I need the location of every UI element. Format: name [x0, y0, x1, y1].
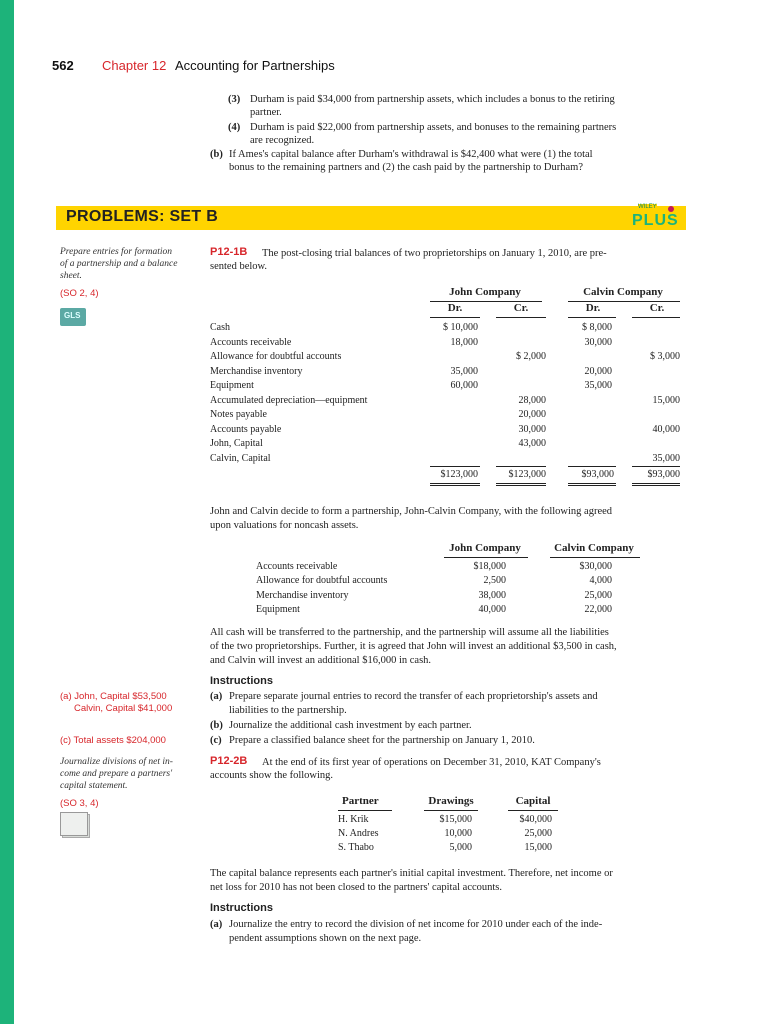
column-group-header: John Company: [449, 286, 521, 298]
paragraph-line: upon valuations for noncash assets.: [210, 520, 359, 531]
general-ledger-icon: [60, 308, 86, 326]
column-header: Dr.: [585, 302, 601, 314]
column-header: Dr.: [447, 302, 463, 314]
column-header: Capital: [515, 795, 551, 807]
double-rule: [496, 483, 546, 486]
row-label: Accumulated depreciation—equipment: [210, 394, 368, 406]
row-label: Accounts payable: [210, 423, 282, 435]
item-number: (b): [210, 149, 223, 160]
table-cell: 30,000: [518, 423, 546, 435]
row-label: Cash: [210, 322, 230, 333]
item-text: Durham is paid $22,000 from partnership assets, and bonuses to the remaining partners: [250, 122, 617, 133]
item-number: (4): [228, 122, 241, 133]
table-cell: $30,000: [579, 561, 612, 572]
paragraph-line: John and Calvin decide to form a partnership, John-Calvin Company, with the following agreed: [210, 506, 613, 517]
rule: [632, 466, 680, 467]
table-cell: $ 3,000: [650, 351, 680, 362]
answer-c: (c) Total assets $204,000: [60, 735, 166, 746]
double-rule: [430, 483, 480, 486]
table-cell: $15,000: [439, 814, 472, 825]
chapter-label: Chapter 12: [102, 58, 167, 73]
item-number: (3): [228, 94, 241, 105]
table-cell: 40,000: [478, 603, 506, 615]
rule: [444, 557, 528, 558]
margin-note-line: Journalize divisions of net in-: [60, 757, 173, 767]
paragraph-line: of the two proprietorships. Further, it is agreed that John will invest an additional $3,500 in cash,: [210, 641, 617, 652]
general-ledger-icon-label: GLS: [64, 311, 81, 320]
column-group-header: Calvin Company: [583, 286, 663, 298]
chapter-title: Accounting for Partnerships: [175, 58, 335, 73]
table-cell: 38,000: [478, 589, 506, 601]
instruction-text: Prepare a classified balance sheet for the partnership on January 1, 2010.: [229, 735, 535, 746]
item-text: partner.: [250, 107, 282, 118]
paragraph-line: and Calvin will invest an additional $16,000 in cash.: [210, 655, 432, 666]
table-cell: 4,000: [589, 575, 612, 587]
paragraph-line: The capital balance represents each partner's initial capital investment. Therefore, net income or: [210, 868, 613, 879]
paragraph: [210, 626, 617, 668]
instruction-text: Prepare separate journal entries to record the transfer of each proprietorship's assets and: [229, 691, 598, 702]
spreadsheet-icon-front: [60, 812, 88, 836]
table-cell: 20,000: [518, 409, 546, 420]
table-cell: 10,000: [444, 828, 472, 839]
table-cell: $18,000: [473, 561, 506, 572]
table-cell: 20,000: [584, 365, 612, 377]
table-cell: $ 10,000: [443, 322, 478, 333]
table-cell: 40,000: [652, 423, 680, 435]
logo-dot-icon: [668, 206, 674, 212]
instruction-letter: (a): [210, 691, 223, 702]
table-cell: 43,000: [518, 438, 546, 449]
rule: [424, 810, 478, 811]
rule: [550, 557, 640, 558]
rule: [430, 317, 480, 318]
rule: [632, 317, 680, 318]
paragraph-line: All cash will be transferred to the partnership, and the partnership will assume all the liabilities: [210, 627, 609, 638]
table-cell: 35,000: [450, 365, 478, 377]
row-label: Accounts receivable: [210, 336, 292, 348]
table-cell: 15,000: [524, 842, 552, 853]
rule: [496, 317, 546, 318]
instruction-letter: (b): [210, 720, 223, 731]
logo-top-text: WILEY: [638, 204, 657, 210]
row-label: Accounts receivable: [256, 561, 338, 572]
row-label: N. Andres: [338, 828, 379, 839]
row-label: Calvin, Capital: [210, 452, 271, 464]
table-cell: 25,000: [584, 589, 612, 601]
table-cell: $40,000: [519, 814, 552, 825]
row-label: Equipment: [210, 380, 254, 391]
row-label: Merchandise inventory: [256, 589, 349, 601]
instruction-text: Journalize the entry to record the division of net income for 2010 under each of the inde-: [229, 919, 603, 930]
rule: [568, 466, 616, 467]
table-cell: 30,000: [584, 336, 612, 348]
margin-note-line: come and prepare a partners': [60, 769, 173, 779]
table-cell: 28,000: [518, 394, 546, 406]
problem-intro: The post-closing trial balances of two proprietorships on January 1, 2010, are pre-: [262, 248, 607, 259]
column-header: Drawings: [428, 795, 474, 807]
table-cell: 60,000: [450, 380, 478, 391]
table-cell: 18,000: [450, 336, 478, 348]
column-header: Calvin Company: [554, 542, 634, 554]
table-cell: 15,000: [652, 394, 680, 406]
problem-number: P12-2B: [210, 755, 248, 767]
paragraph: [210, 505, 612, 533]
total-cell: $93,000: [581, 469, 614, 480]
study-objective-1: (SO 2, 4): [60, 288, 99, 299]
instruction-letter: (c): [210, 735, 222, 746]
item-text: Durham is paid $34,000 from partnership assets, which includes a bonus to the retiring: [250, 94, 615, 105]
rule: [338, 810, 392, 811]
margin-note-line: Prepare entries for formation: [60, 247, 172, 257]
item-text: are recognized.: [250, 135, 315, 146]
row-label: Allowance for doubtful accounts: [210, 351, 342, 362]
table-cell: 2,500: [483, 575, 506, 587]
table-cell: 35,000: [652, 452, 680, 464]
answer-line: (a) John, Capital $53,500: [60, 691, 167, 702]
answer-a: [60, 691, 172, 715]
table-cell: 5,000: [449, 842, 472, 853]
rule: [508, 810, 558, 811]
problem-intro: accounts show the following.: [210, 770, 334, 781]
margin-note-2: [60, 756, 173, 792]
page-number: 562: [52, 58, 74, 73]
problem-intro: sented below.: [210, 261, 268, 272]
row-label: Notes payable: [210, 409, 267, 420]
answer-line: Calvin, Capital $41,000: [74, 703, 173, 714]
row-label: H. Krik: [338, 814, 369, 825]
margin-note-line: of a partnership and a balance: [60, 259, 178, 269]
spreadsheet-icon: [60, 812, 90, 838]
table-cell: 22,000: [584, 603, 612, 615]
table-cell: $ 2,000: [516, 351, 546, 362]
double-rule: [568, 483, 616, 486]
section-title: PROBLEMS: SET B: [66, 208, 219, 225]
problem-number: P12-1B: [210, 246, 248, 258]
column-header: Cr.: [649, 302, 665, 314]
rule: [496, 466, 546, 467]
row-label: Equipment: [256, 603, 300, 615]
margin-note-line: capital statement.: [60, 781, 128, 791]
table-cell: 25,000: [524, 828, 552, 839]
instructions-heading: Instructions: [210, 675, 273, 687]
problem-intro: At the end of its first year of operations on December 31, 2010, KAT Company's: [262, 757, 601, 768]
row-label: Allowance for doubtful accounts: [256, 575, 388, 587]
item-text: bonus to the remaining partners and (2) the cash paid by the partnership to Durham?: [229, 162, 583, 173]
logo-word: PLUS: [632, 212, 679, 229]
study-objective-2: (SO 3, 4): [60, 798, 99, 809]
double-rule: [632, 483, 680, 486]
row-label: Merchandise inventory: [210, 365, 303, 377]
column-header: John Company: [449, 542, 521, 554]
total-cell: $123,000: [508, 469, 546, 480]
paragraph-line: net loss for 2010 has not been closed to the partners' capital accounts.: [210, 882, 503, 893]
instruction-text: Journalize the additional cash investment by each partner.: [229, 720, 472, 731]
item-text: If Ames's capital balance after Durham's withdrawal is $42,400 what were (1) the total: [229, 149, 593, 160]
column-header: Partner: [342, 795, 379, 807]
table-cell: 35,000: [584, 380, 612, 391]
instruction-text: liabilities to the partnership.: [229, 705, 347, 716]
total-cell: $93,000: [647, 469, 680, 480]
paragraph: [210, 867, 613, 895]
rule: [430, 466, 480, 467]
row-label: S. Thabo: [338, 842, 374, 853]
margin-note-line: sheet.: [60, 271, 82, 281]
rule: [568, 317, 616, 318]
column-header: Cr.: [513, 302, 529, 314]
instruction-text: pendent assumptions shown on the next page.: [229, 933, 422, 944]
total-cell: $123,000: [440, 469, 478, 480]
page-edge-bar: [0, 0, 14, 1024]
instruction-letter: (a): [210, 919, 223, 930]
wileyplus-logo: [628, 204, 682, 234]
instructions-heading: Instructions: [210, 902, 273, 914]
table-cell: $ 8,000: [582, 322, 612, 333]
margin-note-1: [60, 246, 177, 282]
row-label: John, Capital: [210, 438, 263, 449]
